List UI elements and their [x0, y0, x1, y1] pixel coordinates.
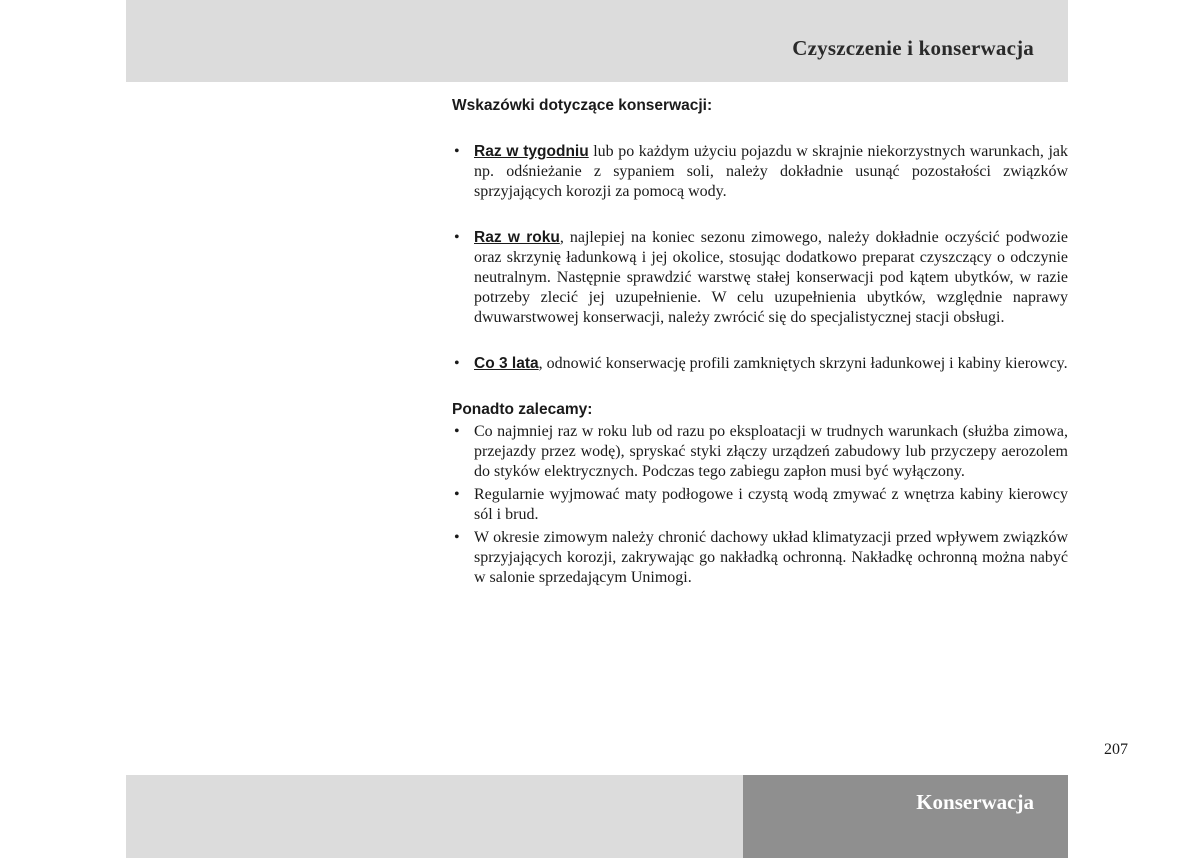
recommendations-list: [452, 422, 1068, 588]
list-item-text: , najlepiej na koniec sezonu zimowego, należy dokładnie oczyścić podwozie oraz skrzynię ładunkową i jej okolice, stosując dodatkowo preparat czyszczący o odczynie neutralnym. Następnie sprawdzić warstwę stałej konserwacji pod kątem ubytków, w razie potrzeby zlecić jej uzupełnienie. W celu uzupełnienia ubytków, względnie naprawy dwuwarstwowej konserwacji, należy zwrócić się do specjalistycznej stacji obsługi.: [474, 229, 1069, 326]
list-item: [452, 354, 1068, 374]
list-item-lead: Co 3 lata: [474, 355, 539, 372]
list-item-text: , odnowić konserwację profili zamkniętych skrzyni ładunkowej i kabiny kierowcy.: [538, 355, 1068, 372]
list-item: • W okresie zimowym należy chronić dachowy układ klimatyzacji przed wpływem związków sprzyjających korozji, zakrywając go nakładką ochronną. Nakładkę ochronną można nabyć w salonie sprzedającym Unimogi.: [452, 528, 1068, 588]
section-tab-label: Konserwacja: [916, 790, 1034, 814]
list-item: [452, 228, 1068, 328]
list-item-lead: Raz w tygodniu: [474, 143, 589, 160]
page-number: 207: [1104, 741, 1128, 758]
section-heading-recommendations: Ponadto zalecamy:: [452, 401, 593, 418]
main-content: [452, 96, 1068, 591]
list-item-text: lub po każdym użyciu pojazdu w skrajnie niekorzystnych warunkach, jak np. odśnieżanie z sypaniem soli, należy dokładnie usunąć pozostałości związków sprzyjających korozji za pomocą wody.: [474, 143, 1069, 200]
chapter-title: Czyszczenie i konserwacja: [792, 36, 1034, 60]
section-heading-maintenance-tips: Wskazówki dotyczące konserwacji:: [452, 97, 713, 114]
list-item: • Regularnie wyjmować maty podłogowe i czystą wodą zmywać z wnętrza kabiny kierowcy sól i brud.: [452, 485, 1068, 525]
list-item: • Co najmniej raz w roku lub od razu po eksploatacji w trudnych warunkach (służba zimowa, przejazdy przez wodę), spryskać styki złączy urządzeń zabudowy lub przyczepy aerozolem do styków elektrycznych. Podczas tego zabiegu zapłon musi być wyłączony.: [452, 422, 1068, 482]
list-item-lead: Raz w roku: [474, 229, 560, 246]
maintenance-schedule-list: [452, 142, 1068, 374]
list-item: [452, 142, 1068, 202]
section-tab: [743, 775, 1068, 858]
page-header-band: [126, 0, 1068, 82]
